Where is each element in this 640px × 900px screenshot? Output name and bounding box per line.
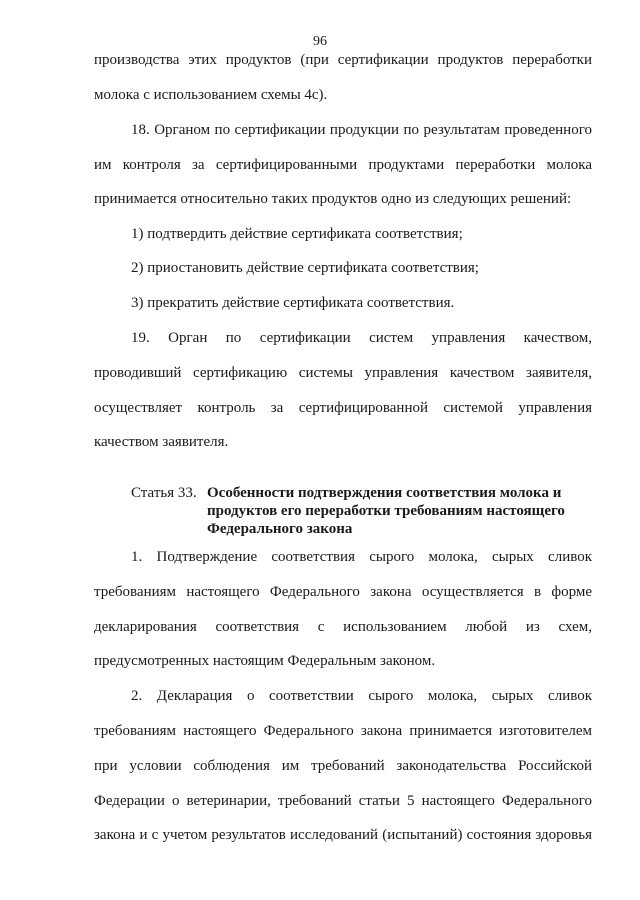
article-title-line: Федерального закона	[207, 521, 353, 537]
text-line: требованиям настоящего Федерального закона принимается изготовителем	[94, 723, 592, 739]
text-line: им контроля за сертифицированными продуктами переработки молока	[94, 157, 592, 173]
text-line: Федерации о ветеринарии, требований статьи 5 настоящего Федерального	[94, 793, 592, 809]
text-line: осуществляет контроль за сертифицированной системой управления	[94, 400, 592, 416]
article-title-line: Особенности подтверждения соответствия молока и	[207, 485, 562, 501]
text-line: качеством заявителя.	[94, 434, 229, 450]
article-label: Статья 33.	[131, 485, 197, 501]
text-line: 18. Органом по сертификации продукции по результатам проведенного	[131, 122, 592, 138]
text-line: 19. Орган по сертификации систем управления качеством,	[131, 330, 592, 346]
text-line: требованиям настоящего Федерального закона осуществляется в форме	[94, 584, 592, 600]
article-title-line: продуктов его переработки требованиям настоящего	[207, 503, 565, 519]
list-item: 2) приостановить действие сертификата соответствия;	[131, 260, 479, 276]
page-number: 96	[313, 34, 327, 49]
text-line: при условии соблюдения им требований законодательства Российской	[94, 758, 592, 774]
text-line: закона и с учетом результатов исследований (испытаний) состояния здоровья	[94, 827, 592, 843]
text-line: молока с использованием схемы 4с).	[94, 87, 328, 103]
text-line: предусмотренных настоящим Федеральным законом.	[94, 653, 436, 669]
list-item: 3) прекратить действие сертификата соответствия.	[131, 295, 455, 311]
text-line: проводивший сертификацию системы управления качеством заявителя,	[94, 365, 592, 381]
text-line: принимается относительно таких продуктов одно из следующих решений:	[94, 191, 572, 207]
text-line: декларирования соответствия с использованием любой из схем,	[94, 619, 592, 635]
article-title	[207, 484, 592, 538]
text-line: 2. Декларация о соответствии сырого молока, сырых сливок	[131, 688, 592, 704]
text-line: 1. Подтверждение соответствия сырого молока, сырых сливок	[131, 549, 592, 565]
list-item: 1) подтвердить действие сертификата соответствия;	[131, 226, 463, 242]
text-line: производства этих продуктов (при сертификации продуктов переработки	[94, 52, 592, 68]
